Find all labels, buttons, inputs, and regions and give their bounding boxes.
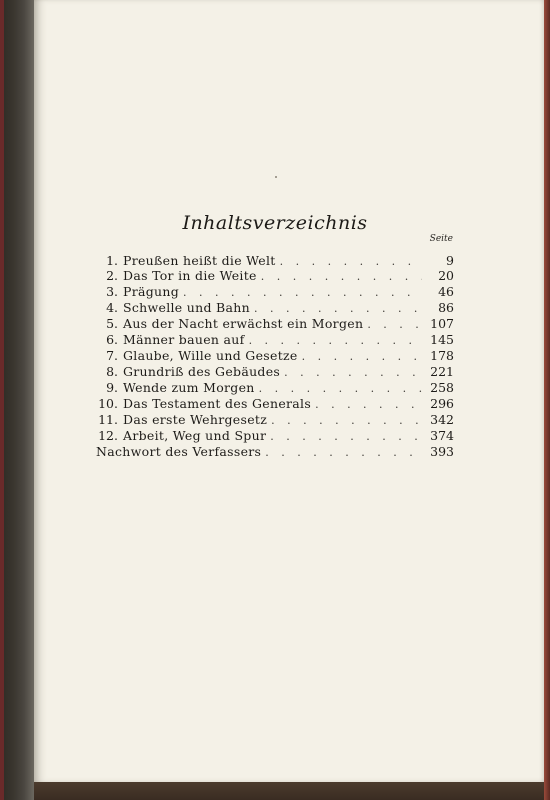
entry-title: Grundriß des Gebäudes	[123, 364, 281, 379]
entry-title: Das erste Wehrgesetz	[123, 412, 268, 427]
toc-entry	[96, 300, 454, 316]
entry-title: Das Tor in die Weite	[123, 268, 257, 283]
entry-number: 5.	[106, 316, 118, 331]
toc-entry	[96, 253, 454, 269]
page-column-label: Seite	[429, 234, 453, 244]
entry-number: 4.	[106, 300, 118, 315]
entry-page: 393	[430, 444, 454, 459]
entry-page: 296	[430, 396, 454, 411]
entry-title: Prägung	[123, 284, 180, 299]
entry-number: 6.	[106, 332, 118, 347]
entry-number: 10.	[98, 396, 118, 411]
entry-title: Nachwort des Verfassers	[96, 444, 262, 459]
entry-number: 8.	[106, 364, 118, 379]
entry-title: Preußen heißt die Welt	[123, 253, 276, 268]
entry-page: 258	[430, 380, 454, 395]
entry-page: 374	[430, 428, 454, 443]
entry-page: 342	[430, 412, 454, 427]
entry-title: Männer bauen auf	[123, 332, 245, 347]
toc-entry	[96, 268, 454, 284]
entry-number: 1.	[106, 253, 118, 268]
toc-entry	[96, 428, 454, 444]
entry-page: 145	[430, 332, 454, 347]
entry-title: Das Testament des Generals	[123, 396, 312, 411]
toc-entry	[96, 284, 454, 300]
leader-dots	[271, 413, 422, 429]
leader-dots	[261, 269, 422, 285]
entry-title: Arbeit, Weg und Spur	[123, 428, 267, 443]
leader-dots	[367, 317, 422, 333]
entry-title: Wende zum Morgen	[123, 380, 255, 395]
entry-number: 3.	[106, 284, 118, 299]
toc-title: Inhaltsverzeichnis	[182, 212, 368, 234]
entry-page: 20	[438, 268, 454, 283]
leader-dots	[270, 429, 422, 445]
leader-dots	[259, 381, 422, 397]
entry-page: 86	[438, 300, 454, 315]
entry-page: 107	[430, 316, 454, 331]
entry-page: 178	[430, 348, 454, 363]
toc-entry	[96, 316, 454, 332]
entry-page: 46	[438, 284, 454, 299]
toc-entry	[96, 348, 454, 364]
toc-entry	[96, 380, 454, 396]
entry-number: 7.	[106, 348, 118, 363]
toc-entry	[96, 364, 454, 380]
leader-dots	[284, 365, 422, 381]
entry-title: Glaube, Wille und Gesetze	[123, 348, 298, 363]
entry-page: 9	[446, 253, 454, 268]
entry-number: 12.	[98, 428, 118, 443]
leader-dots	[249, 333, 422, 349]
leader-dots	[265, 445, 422, 461]
entry-page: 221	[430, 364, 454, 379]
leader-dots	[302, 349, 422, 365]
leader-dots	[183, 285, 422, 301]
leader-dots	[254, 301, 422, 317]
entry-number: 11.	[98, 412, 118, 427]
entry-number: 9.	[106, 380, 118, 395]
entry-title: Aus der Nacht erwächst ein Morgen	[123, 316, 364, 331]
entry-number: 2.	[106, 268, 118, 283]
toc-entry-afterword	[96, 444, 454, 460]
toc-entry	[96, 412, 454, 428]
entry-title: Schwelle und Bahn	[123, 300, 250, 315]
toc-entry	[96, 396, 454, 412]
toc-entry	[96, 332, 454, 348]
leader-dots	[315, 397, 422, 413]
